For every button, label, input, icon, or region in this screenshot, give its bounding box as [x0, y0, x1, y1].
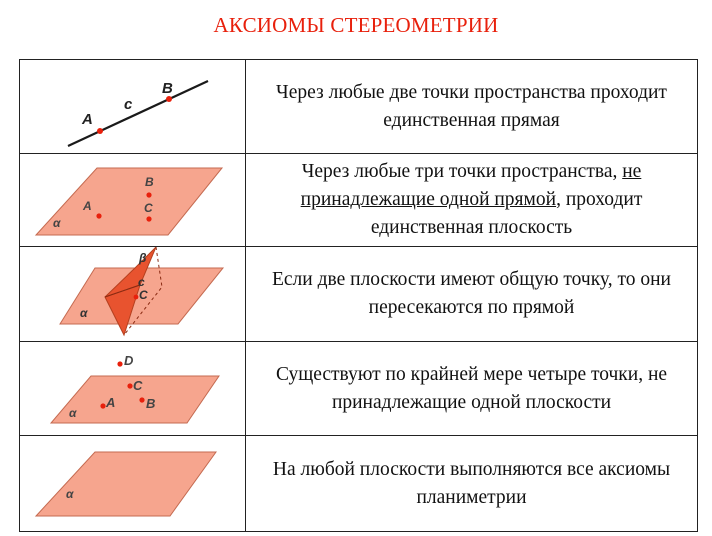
- axiom-4-text: Существуют по крайней мере четыре точки, не принадлежащие одной плоскости: [246, 342, 698, 436]
- axiom-1-text: Через любые две точки пространства проходит единственная прямая: [246, 60, 698, 154]
- point-d: [117, 361, 122, 366]
- label-b: B: [145, 175, 154, 189]
- point-c: [146, 216, 151, 221]
- point-c: [127, 383, 132, 388]
- label-d: D: [124, 353, 134, 368]
- axiom-1-figure: [20, 60, 246, 154]
- axiom-5-figure: [20, 436, 246, 532]
- point-b: [146, 192, 151, 197]
- point-a: [100, 403, 105, 408]
- label-b: B: [146, 396, 156, 411]
- label-alpha: α: [66, 487, 74, 501]
- point-b: [139, 397, 144, 402]
- axioms-table: [19, 59, 698, 532]
- label-alpha: α: [53, 216, 61, 230]
- axiom-row-1: [20, 60, 698, 154]
- label-c-point: C: [139, 288, 148, 302]
- axiom-2-text-underlined: не принадлежащие одной прямой: [300, 161, 642, 210]
- plane-alpha: [36, 168, 222, 235]
- point-a: [97, 128, 103, 134]
- axiom-5-text: На любой плоскости выполняются все аксиомы планиметрии: [246, 436, 698, 532]
- axiom-3-figure: [20, 247, 246, 342]
- axiom-4-figure: [20, 342, 246, 436]
- label-a: A: [106, 395, 116, 410]
- label-c: C: [133, 378, 143, 393]
- label-beta: β: [139, 251, 147, 265]
- axiom-row-2: [20, 154, 698, 247]
- page-title: АКСИОМЫ СТЕРЕОМЕТРИИ: [213, 13, 499, 37]
- label-c: c: [124, 96, 133, 113]
- point-a: [96, 213, 101, 218]
- axiom-row-5: [20, 436, 698, 532]
- axiom-row-4: [20, 342, 698, 436]
- label-a: A: [83, 199, 92, 213]
- axiom-2-figure: [20, 154, 246, 247]
- label-alpha: α: [80, 306, 88, 320]
- label-a: A: [82, 111, 93, 128]
- label-b: B: [162, 80, 173, 97]
- axiom-row-3: [20, 247, 698, 342]
- axiom-3-text: Если две плоскости имеют общую точку, то они пересекаются по прямой: [246, 247, 698, 342]
- axiom-2-text-pre: Через любые три точки пространства,: [301, 161, 623, 182]
- axiom-2-text-post: , проходит единственная плоскость: [370, 189, 643, 238]
- label-c: C: [144, 201, 153, 215]
- axiom-2-text: [246, 154, 698, 247]
- label-alpha: α: [69, 406, 77, 420]
- plane-alpha: [36, 452, 216, 516]
- label-c-line: c: [138, 275, 145, 289]
- point-c: [134, 295, 139, 300]
